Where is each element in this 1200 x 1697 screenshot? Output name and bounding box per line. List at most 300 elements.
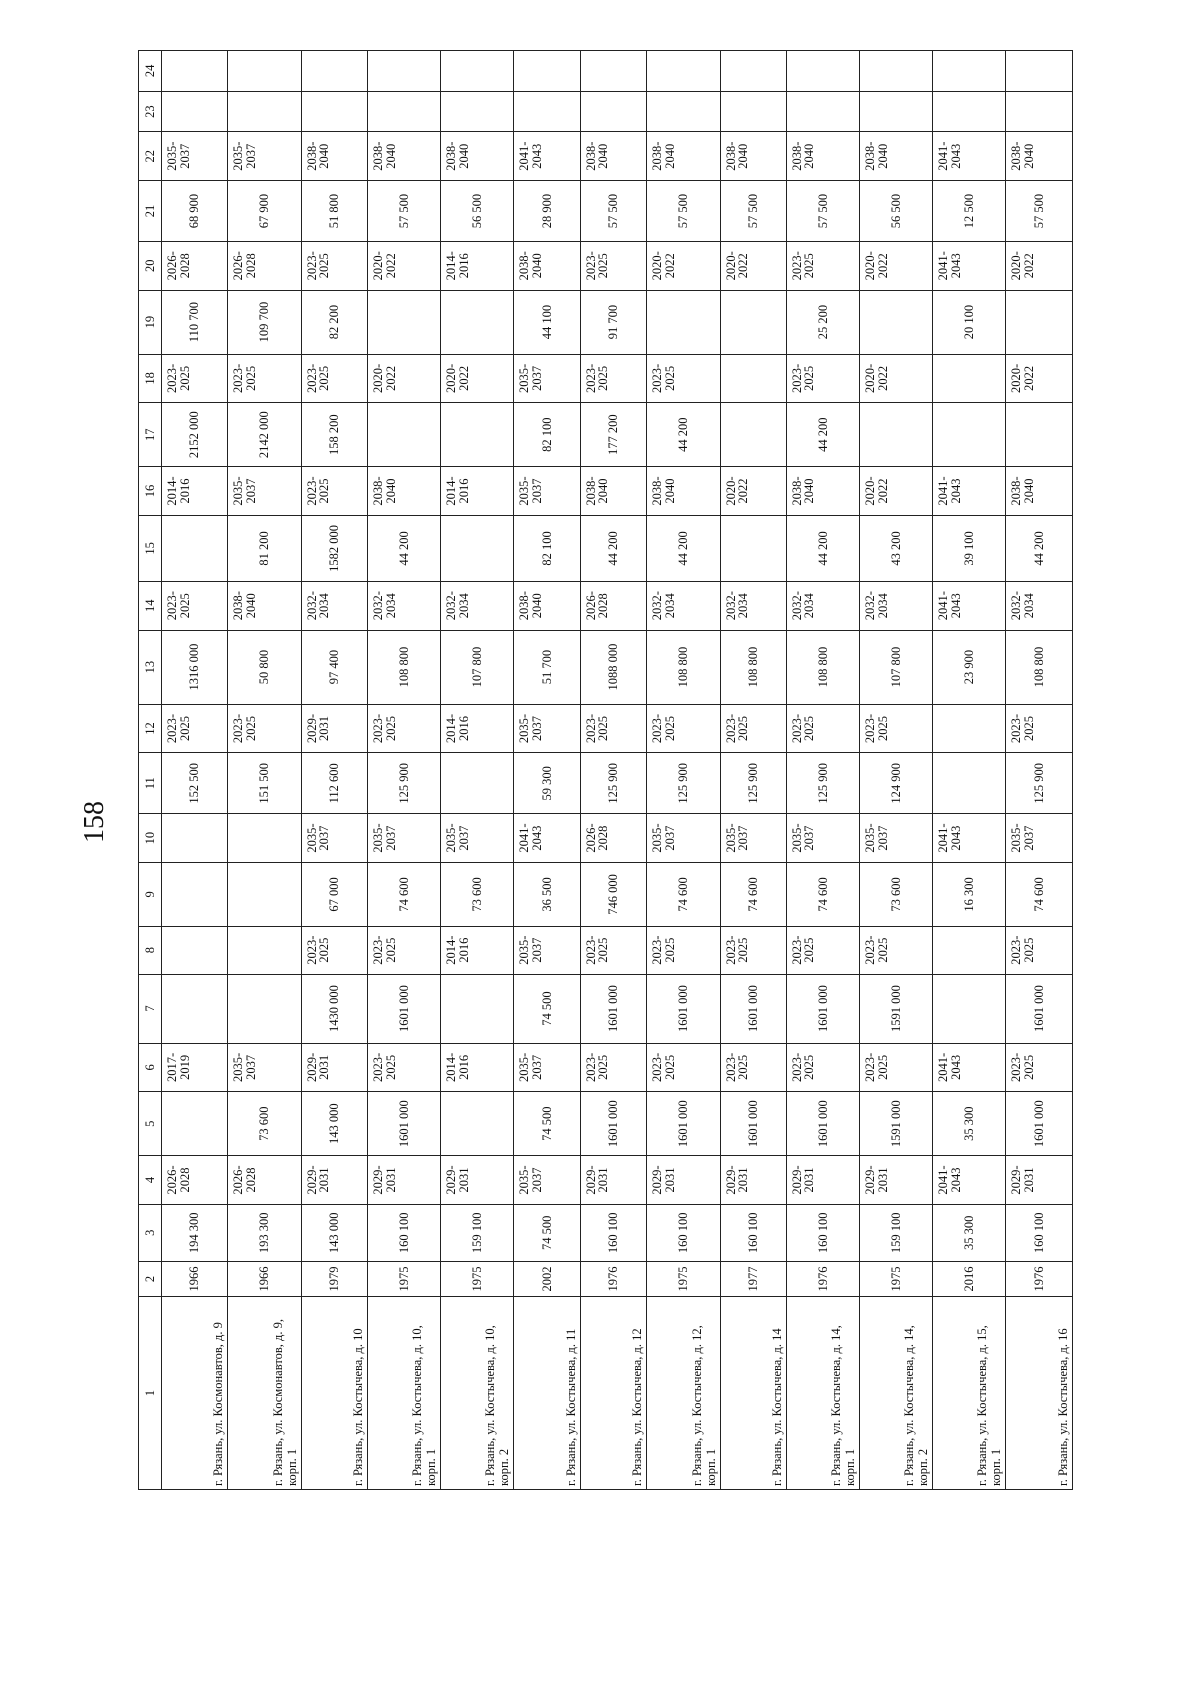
column-header: 9 [139,862,162,926]
table-cell: 35 300 [933,1092,1006,1156]
table-cell: 159 100 [441,1204,514,1261]
table-cell [162,51,228,92]
address-cell: г. Рязань, ул. Костычева, д. 12 [580,1297,646,1490]
table-cell: 2035- 2037 [514,926,580,974]
table-cell [301,91,367,132]
table-cell: 2023- 2025 [786,241,859,290]
table-cell: 2032- 2034 [301,581,367,630]
table-cell [580,91,646,132]
table-cell: 1976 [786,1261,859,1297]
table-cell: 2023- 2025 [580,354,646,403]
table-cell: 2023- 2025 [162,581,228,630]
table-cell [860,51,933,92]
table-cell [228,862,301,926]
table-cell: 44 200 [580,515,646,581]
table-cell: 44 200 [786,515,859,581]
table-cell: 2035- 2037 [301,814,367,863]
table-cell: 68 900 [162,181,228,242]
table-cell: 57 500 [720,181,786,242]
table-cell: 2023- 2025 [580,1043,646,1092]
table-cell: 2041- 2043 [514,132,580,181]
table-cell: 82 100 [514,403,580,467]
table-cell: 2023- 2025 [647,926,720,974]
table-cell: 2020- 2022 [860,241,933,290]
table-cell [860,290,933,354]
table-cell: 1975 [860,1261,933,1297]
table-cell: 73 600 [441,862,514,926]
address-cell: г. Рязань, ул. Костычева, д. 12, корп. 1 [647,1297,720,1490]
table-cell: 152 500 [162,753,228,814]
column-header: 19 [139,290,162,354]
table-cell: 2038- 2040 [1006,467,1073,516]
rotated-table-container [138,50,1073,1490]
column-header: 13 [139,630,162,704]
table-cell [368,403,441,467]
table-cell: 125 900 [720,753,786,814]
table-cell: 73 600 [228,1092,301,1156]
table-cell: 2023- 2025 [786,926,859,974]
table-cell [228,51,301,92]
table-cell: 2023- 2025 [368,926,441,974]
table-cell [933,704,1006,753]
table-cell: 56 500 [860,181,933,242]
table-cell: 112 600 [301,753,367,814]
table-cell: 2023- 2025 [301,926,367,974]
column-header: 5 [139,1092,162,1156]
table-cell: 2038- 2040 [647,467,720,516]
table-cell: 158 200 [301,403,367,467]
table-cell: 2035- 2037 [514,1156,580,1205]
table-cell: 124 900 [860,753,933,814]
table-cell [441,91,514,132]
table-cell: 2032- 2034 [786,581,859,630]
table-cell: 74 600 [368,862,441,926]
table-cell: 2023- 2025 [860,704,933,753]
table-cell: 67 000 [301,862,367,926]
table-cell: 2023- 2025 [301,241,367,290]
table-cell [228,814,301,863]
table-cell [580,51,646,92]
table-cell: 2023- 2025 [647,354,720,403]
table-cell [368,51,441,92]
table-cell [1006,51,1073,92]
table-cell: 59 300 [514,753,580,814]
table-cell: 2023- 2025 [368,704,441,753]
table-cell: 2023- 2025 [786,704,859,753]
table-cell: 108 800 [1006,630,1073,704]
table-cell: 2041- 2043 [933,241,1006,290]
table-cell: 143 000 [301,1204,367,1261]
table-cell: 2020- 2022 [441,354,514,403]
table-cell: 2035- 2037 [162,132,228,181]
column-header: 23 [139,91,162,132]
column-header: 1 [139,1297,162,1490]
table-row [860,51,933,1490]
table-cell [162,91,228,132]
table-cell: 2020- 2022 [368,354,441,403]
table-row [301,51,367,1490]
table-cell: 2035- 2037 [647,814,720,863]
table-cell: 74 600 [1006,862,1073,926]
table-cell: 74 500 [514,974,580,1043]
table-cell: 2023- 2025 [647,1043,720,1092]
table-cell: 2016 [933,1261,1006,1297]
table-cell: 746 000 [580,862,646,926]
table-cell: 160 100 [647,1204,720,1261]
table-cell [720,403,786,467]
table-cell: 57 500 [647,181,720,242]
table-cell: 2026- 2028 [580,581,646,630]
table-cell [162,926,228,974]
table-cell [720,354,786,403]
table-cell: 1977 [720,1261,786,1297]
table-cell: 44 200 [1006,515,1073,581]
column-header: 18 [139,354,162,403]
table-cell: 2032- 2034 [860,581,933,630]
table-cell: 2017- 2019 [162,1043,228,1092]
table-cell: 2029- 2031 [441,1156,514,1205]
table-cell: 2026- 2028 [162,241,228,290]
table-cell: 2023- 2025 [860,1043,933,1092]
table-cell: 91 700 [580,290,646,354]
table-cell: 2035- 2037 [860,814,933,863]
table-cell: 125 900 [647,753,720,814]
table-cell: 2023- 2025 [1006,704,1073,753]
table-cell: 2035- 2037 [514,704,580,753]
table-cell: 2032- 2034 [647,581,720,630]
table-cell: 2023- 2025 [786,354,859,403]
table-cell: 2023- 2025 [720,704,786,753]
table-cell: 1088 000 [580,630,646,704]
table-cell: 1601 000 [647,974,720,1043]
table-cell: 1975 [368,1261,441,1297]
table-cell: 2038- 2040 [441,132,514,181]
column-header: 24 [139,51,162,92]
table-cell: 2029- 2031 [580,1156,646,1205]
table-cell: 1601 000 [368,1092,441,1156]
table-row [647,51,720,1490]
table-cell: 2023- 2025 [647,704,720,753]
table-cell [720,290,786,354]
table-cell: 1601 000 [720,974,786,1043]
table-cell: 2023- 2025 [720,926,786,974]
table-cell [720,51,786,92]
table-cell: 12 500 [933,181,1006,242]
table-cell: 2014- 2016 [441,467,514,516]
column-header: 14 [139,581,162,630]
table-cell: 2023- 2025 [580,704,646,753]
table-cell: 125 900 [1006,753,1073,814]
table-row [441,51,514,1490]
table-cell [301,51,367,92]
table-cell: 1591 000 [860,974,933,1043]
table-cell [933,926,1006,974]
table-cell [647,290,720,354]
table-cell: 1966 [162,1261,228,1297]
table-cell: 2035- 2037 [720,814,786,863]
table-cell [514,51,580,92]
table-cell: 2020- 2022 [860,354,933,403]
table-cell: 1601 000 [1006,1092,1073,1156]
table-cell: 2020- 2022 [1006,354,1073,403]
table-cell: 56 500 [441,181,514,242]
table-cell: 2035- 2037 [368,814,441,863]
table-cell: 2038- 2040 [720,132,786,181]
table-cell [441,515,514,581]
table-cell: 2026- 2028 [228,1156,301,1205]
table-cell: 109 700 [228,290,301,354]
table-cell: 2035- 2037 [514,354,580,403]
table-cell: 1601 000 [786,974,859,1043]
table-cell: 2020- 2022 [368,241,441,290]
table-cell: 2020- 2022 [720,467,786,516]
table-cell: 2041- 2043 [933,132,1006,181]
table-cell: 143 000 [301,1092,367,1156]
table-cell: 2038- 2040 [1006,132,1073,181]
column-header: 17 [139,403,162,467]
table-cell: 2023- 2025 [162,704,228,753]
table-row [162,51,228,1490]
table-body [162,51,1073,1490]
table-cell: 2038- 2040 [580,132,646,181]
table-cell [933,974,1006,1043]
table-cell: 2023- 2025 [580,926,646,974]
table-cell: 2023- 2025 [228,354,301,403]
table-cell: 1601 000 [720,1092,786,1156]
address-cell: г. Рязань, ул. Костычева, д. 10, корп. 1 [368,1297,441,1490]
table-cell [441,753,514,814]
table-cell [441,974,514,1043]
table-cell: 35 300 [933,1204,1006,1261]
table-cell [368,91,441,132]
table-cell: 2014- 2016 [441,704,514,753]
table-cell: 2014- 2016 [441,1043,514,1092]
table-cell [514,91,580,132]
table-cell: 28 900 [514,181,580,242]
column-header: 3 [139,1204,162,1261]
table-cell: 74 600 [647,862,720,926]
table-header-row [139,51,162,1490]
table-cell [933,403,1006,467]
table-cell: 36 500 [514,862,580,926]
table-cell: 2023- 2025 [580,241,646,290]
table-cell: 1601 000 [368,974,441,1043]
table-cell: 81 200 [228,515,301,581]
table-cell: 1966 [228,1261,301,1297]
table-cell: 2035- 2037 [228,467,301,516]
table-cell: 2035- 2037 [786,814,859,863]
table-cell: 2029- 2031 [647,1156,720,1205]
table-cell: 2038- 2040 [228,581,301,630]
table-cell: 2023- 2025 [1006,926,1073,974]
table-cell: 2023- 2025 [368,1043,441,1092]
table-cell [228,974,301,1043]
column-header: 12 [139,704,162,753]
table-cell: 2038- 2040 [514,581,580,630]
table-cell: 39 100 [933,515,1006,581]
column-header: 22 [139,132,162,181]
table-cell: 2041- 2043 [933,581,1006,630]
table-cell: 2020- 2022 [860,467,933,516]
table-cell: 2029- 2031 [1006,1156,1073,1205]
table-cell [1006,290,1073,354]
table-cell: 2023- 2025 [301,354,367,403]
table-cell: 20 100 [933,290,1006,354]
table-cell: 51 700 [514,630,580,704]
table-cell [162,974,228,1043]
table-cell: 2014- 2016 [441,926,514,974]
table-cell: 25 200 [786,290,859,354]
table-cell: 160 100 [786,1204,859,1261]
column-header: 8 [139,926,162,974]
table-cell: 2029- 2031 [860,1156,933,1205]
table-cell: 97 400 [301,630,367,704]
table-cell: 2041- 2043 [933,814,1006,863]
table-cell: 2038- 2040 [647,132,720,181]
table-cell: 177 200 [580,403,646,467]
table-cell: 2026- 2028 [580,814,646,863]
table-cell [441,403,514,467]
table-cell: 159 100 [860,1204,933,1261]
address-cell: г. Рязань, ул. Костычева, д. 14 [720,1297,786,1490]
column-header: 20 [139,241,162,290]
table-cell: 1976 [1006,1261,1073,1297]
table-row [228,51,301,1490]
table-cell [933,354,1006,403]
table-cell: 2035- 2037 [228,132,301,181]
table-cell: 160 100 [720,1204,786,1261]
table-cell: 2014- 2016 [162,467,228,516]
column-header: 4 [139,1156,162,1205]
table-cell: 82 200 [301,290,367,354]
table-cell: 2041- 2043 [933,1043,1006,1092]
table-cell: 1601 000 [1006,974,1073,1043]
table-cell [933,753,1006,814]
table-cell: 74 600 [786,862,859,926]
table-cell: 125 900 [580,753,646,814]
table-cell: 2032- 2034 [720,581,786,630]
table-cell: 110 700 [162,290,228,354]
table-cell: 160 100 [1006,1204,1073,1261]
table-cell: 2038- 2040 [301,132,367,181]
address-cell: г. Рязань, ул. Космонавтов, д. 9, корп. 1 [228,1297,301,1490]
table-cell: 2029- 2031 [368,1156,441,1205]
table-cell: 194 300 [162,1204,228,1261]
address-cell: г. Рязань, ул. Костычева, д. 14, корп. 1 [786,1297,859,1490]
table-cell: 160 100 [580,1204,646,1261]
table-cell: 2014- 2016 [441,241,514,290]
column-header: 11 [139,753,162,814]
table-cell: 57 500 [368,181,441,242]
table-cell: 2026- 2028 [162,1156,228,1205]
table-cell: 50 800 [228,630,301,704]
address-cell: г. Рязань, ул. Костычева, д. 16 [1006,1297,1073,1490]
table-cell: 1591 000 [860,1092,933,1156]
table-cell: 2038- 2040 [368,132,441,181]
table-cell: 2035- 2037 [514,1043,580,1092]
table-cell: 2002 [514,1261,580,1297]
table-cell [1006,403,1073,467]
table-cell: 82 100 [514,515,580,581]
table-cell: 108 800 [368,630,441,704]
table-cell: 2032- 2034 [368,581,441,630]
address-cell: г. Рязань, ул. Костычева, д. 11 [514,1297,580,1490]
table-cell [860,403,933,467]
table-cell: 2020- 2022 [647,241,720,290]
table-cell: 2023- 2025 [720,1043,786,1092]
table-cell: 2032- 2034 [1006,581,1073,630]
table-cell: 2038- 2040 [514,241,580,290]
column-header: 10 [139,814,162,863]
table-cell [647,51,720,92]
address-cell: г. Рязань, ул. Костычева, д. 15, корп. 1 [933,1297,1006,1490]
table-cell: 1582 000 [301,515,367,581]
table-cell [933,91,1006,132]
table-cell: 107 800 [441,630,514,704]
table-cell: 51 800 [301,181,367,242]
data-table [138,50,1073,1490]
table-cell [441,290,514,354]
table-cell: 2023- 2025 [162,354,228,403]
table-row [786,51,859,1490]
table-cell: 2035- 2037 [228,1043,301,1092]
table-cell: 2038- 2040 [580,467,646,516]
table-cell [786,91,859,132]
table-cell: 108 800 [786,630,859,704]
address-cell: г. Рязань, ул. Костычева, д. 14, корп. 2 [860,1297,933,1490]
table-cell: 2035- 2037 [514,467,580,516]
page-number: 158 [79,801,110,843]
table-row [933,51,1006,1490]
table-cell: 2020- 2022 [1006,241,1073,290]
table-cell: 2152 000 [162,403,228,467]
table-cell [860,91,933,132]
table-cell [720,515,786,581]
table-cell: 1975 [441,1261,514,1297]
table-cell: 2038- 2040 [368,467,441,516]
table-cell [1006,91,1073,132]
table-row [580,51,646,1490]
table-cell [162,814,228,863]
table-cell [162,515,228,581]
table-cell: 44 200 [647,403,720,467]
table-cell [933,51,1006,92]
table-cell: 2026- 2028 [228,241,301,290]
column-header: 21 [139,181,162,242]
address-cell: г. Рязань, ул. Костычева, д. 10, корп. 2 [441,1297,514,1490]
table-cell: 2023- 2025 [301,467,367,516]
table-cell: 67 900 [228,181,301,242]
table-cell: 2023- 2025 [1006,1043,1073,1092]
table-cell: 73 600 [860,862,933,926]
table-row [1006,51,1073,1490]
table-cell: 57 500 [786,181,859,242]
table-cell: 1601 000 [647,1092,720,1156]
table-cell: 2023- 2025 [860,926,933,974]
table-cell: 1601 000 [786,1092,859,1156]
column-header: 6 [139,1043,162,1092]
table-cell: 160 100 [368,1204,441,1261]
table-cell: 2041- 2043 [514,814,580,863]
table-cell [441,1092,514,1156]
table-cell: 2038- 2040 [786,132,859,181]
table-cell [162,1092,228,1156]
table-row [514,51,580,1490]
table-cell: 1430 000 [301,974,367,1043]
table-cell [786,51,859,92]
address-cell: г. Рязань, ул. Костычева, д. 10 [301,1297,367,1490]
table-cell: 1979 [301,1261,367,1297]
